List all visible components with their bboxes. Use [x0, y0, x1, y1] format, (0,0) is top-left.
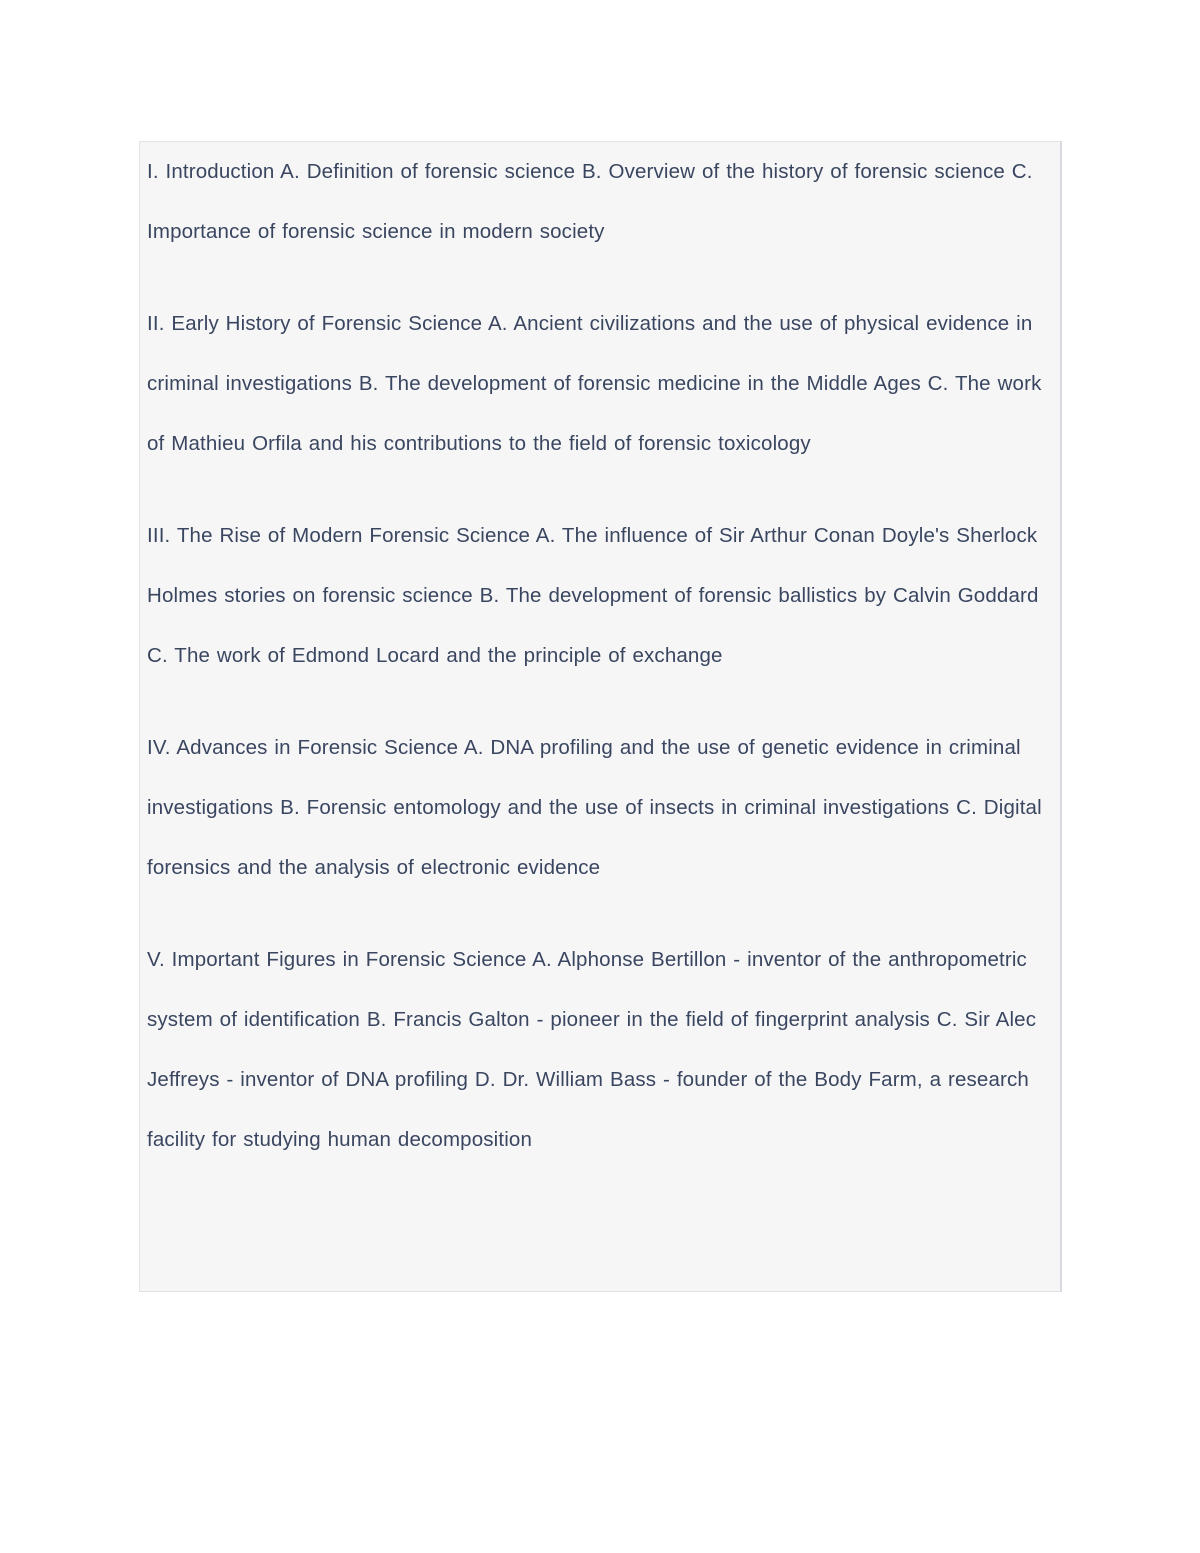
outline-paragraph-rise-of-modern: III. The Rise of Modern Forensic Science A. The influence of Sir Arthur Conan Doyle's Sherlock Holmes stories on forensic science B. The development of forensic ballistics by Calvin Goddard C. The work of Edmond Locard and the principle of exchange [147, 524, 1039, 667]
outline-paragraph-important-figures: V. Important Figures in Forensic Science A. Alphonse Bertillon - inventor of the anthropometric system of identification B. Francis Galton - pioneer in the field of fingerprint analysis C. Sir Alec Jeffreys - inventor of DNA profiling D. Dr. William Bass - founder of the Body Farm, a research facility for studying human decomposition [147, 948, 1037, 1151]
document-outline-box [139, 141, 1062, 1292]
outline-paragraph-early-history: II. Early History of Forensic Science A. Ancient civilizations and the use of physical evidence in criminal investigations B. The development of forensic medicine in the Middle Ages C. The work of Mathieu Orfila and his contributions to the field of forensic toxicology [147, 312, 1042, 455]
outline-paragraph-advances: IV. Advances in Forensic Science A. DNA profiling and the use of genetic evidence in criminal investigations B. Forensic entomology and the use of insects in criminal investigations C. Digital forensics and the analysis of electronic evidence [147, 736, 1042, 879]
outline-paragraph-introduction: I. Introduction A. Definition of forensic science B. Overview of the history of forensic science C. Importance of forensic science in modern society [147, 160, 1033, 243]
